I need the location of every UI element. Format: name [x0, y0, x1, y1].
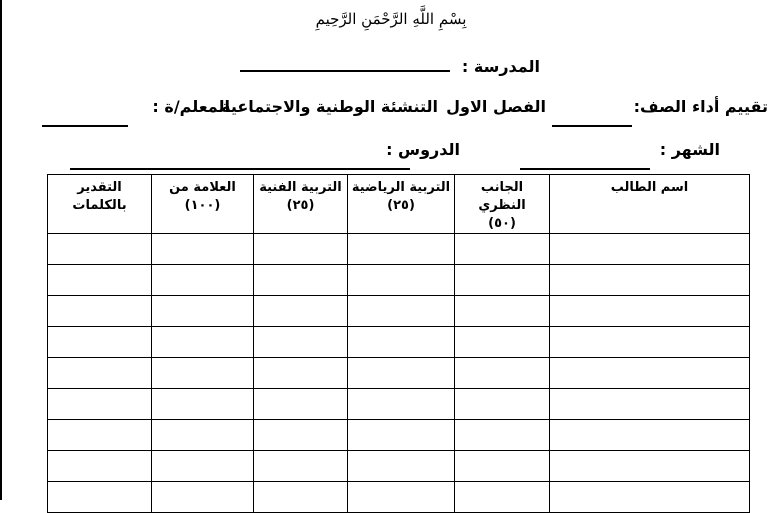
table-row — [48, 296, 750, 327]
lessons-label: الدروس : — [386, 140, 460, 159]
table-cell[interactable] — [550, 265, 750, 296]
table-cell[interactable] — [254, 358, 348, 389]
table-row — [48, 358, 750, 389]
column-max-score: (٢٥) — [387, 198, 415, 213]
column-max-score: (٢٥) — [286, 198, 315, 213]
table-cell[interactable] — [348, 358, 455, 389]
table-cell[interactable] — [152, 420, 254, 451]
table-cell[interactable] — [455, 482, 550, 513]
table-cell[interactable] — [152, 265, 254, 296]
table-row — [48, 482, 750, 513]
table-row — [48, 420, 750, 451]
table-cell[interactable] — [455, 265, 550, 296]
table-cell[interactable] — [550, 389, 750, 420]
table-cell[interactable] — [455, 389, 550, 420]
class-blank[interactable] — [552, 111, 632, 127]
table-row — [48, 389, 750, 420]
table-cell[interactable] — [152, 296, 254, 327]
table-cell[interactable] — [254, 234, 348, 265]
table-cell[interactable] — [348, 482, 455, 513]
table-row — [48, 265, 750, 296]
table-cell[interactable] — [254, 451, 348, 482]
teacher-label: المعلم/ة : — [152, 97, 230, 116]
column-title: العلامة من — [169, 180, 236, 195]
table-cell[interactable] — [550, 358, 750, 389]
school-line — [240, 56, 540, 76]
table-cell[interactable] — [348, 234, 455, 265]
table-cell[interactable] — [455, 296, 550, 327]
column-title: التربية الرياضية — [351, 180, 451, 195]
table-cell[interactable] — [550, 234, 750, 265]
table-cell[interactable] — [152, 327, 254, 358]
column-header-student-name — [550, 175, 750, 234]
column-header-physical-education — [348, 175, 455, 234]
column-max-score: (٥٠) — [488, 216, 516, 231]
table-cell[interactable] — [550, 482, 750, 513]
column-title: اسم الطالب — [610, 180, 689, 195]
table-row — [48, 451, 750, 482]
table-cell[interactable] — [152, 451, 254, 482]
table-cell[interactable] — [254, 296, 348, 327]
table-cell[interactable] — [348, 265, 455, 296]
month-label: الشهر : — [659, 140, 720, 159]
column-max-score: (١٠٠) — [184, 198, 221, 213]
table-cell[interactable] — [152, 389, 254, 420]
table-cell[interactable] — [48, 234, 152, 265]
table-row — [48, 327, 750, 358]
table-cell[interactable] — [152, 482, 254, 513]
table-cell[interactable] — [48, 482, 152, 513]
table-cell[interactable] — [254, 327, 348, 358]
table-cell[interactable] — [254, 265, 348, 296]
table-cell[interactable] — [348, 327, 455, 358]
table-cell[interactable] — [152, 358, 254, 389]
table-cell[interactable] — [550, 327, 750, 358]
school-blank[interactable] — [240, 56, 450, 72]
column-header-grade-in-words — [48, 175, 152, 234]
column-header-theory — [455, 175, 550, 234]
table-cell[interactable] — [48, 358, 152, 389]
table-cell[interactable] — [348, 420, 455, 451]
column-header-art-education — [254, 175, 348, 234]
table-cell[interactable] — [254, 482, 348, 513]
column-title: الجانب النظري — [478, 180, 526, 213]
table-cell[interactable] — [152, 234, 254, 265]
month-blank[interactable] — [520, 154, 650, 170]
school-label: المدرسة : — [461, 57, 540, 76]
table-cell[interactable] — [455, 420, 550, 451]
term-label: الفصل الاول — [446, 97, 546, 116]
table-cell[interactable] — [455, 358, 550, 389]
table-cell[interactable] — [48, 389, 152, 420]
table-cell[interactable] — [348, 296, 455, 327]
table-cell[interactable] — [48, 327, 152, 358]
table-cell[interactable] — [348, 451, 455, 482]
column-subtitle: بالكلمات — [72, 198, 127, 213]
table-cell[interactable] — [48, 265, 152, 296]
table-cell[interactable] — [550, 296, 750, 327]
table-cell[interactable] — [550, 451, 750, 482]
column-title: التربية الفنية — [259, 180, 342, 195]
table-cell[interactable] — [254, 389, 348, 420]
table-cell[interactable] — [455, 327, 550, 358]
lessons-blank[interactable] — [70, 154, 410, 170]
column-title: التقدير — [77, 180, 122, 195]
subject-label: التنشئة الوطنية والاجتماعية — [221, 97, 438, 116]
table-cell[interactable] — [254, 420, 348, 451]
table-cell[interactable] — [455, 451, 550, 482]
table-cell[interactable] — [348, 389, 455, 420]
teacher-blank[interactable] — [42, 111, 128, 127]
table-cell[interactable] — [48, 420, 152, 451]
table-cell[interactable] — [550, 420, 750, 451]
grades-table — [47, 174, 750, 513]
table-header-row — [48, 175, 750, 234]
class-eval-label: تقييم أداء الصف: — [633, 97, 768, 116]
table-cell[interactable] — [48, 296, 152, 327]
table-cell[interactable] — [48, 451, 152, 482]
basmala-heading: بِسْمِ اللَّهِ الرَّحْمَنِ الرَّحِيمِ — [315, 10, 467, 28]
table-row — [48, 234, 750, 265]
column-header-total-score — [152, 175, 254, 234]
table-cell[interactable] — [455, 234, 550, 265]
grades-table-body — [48, 234, 750, 513]
